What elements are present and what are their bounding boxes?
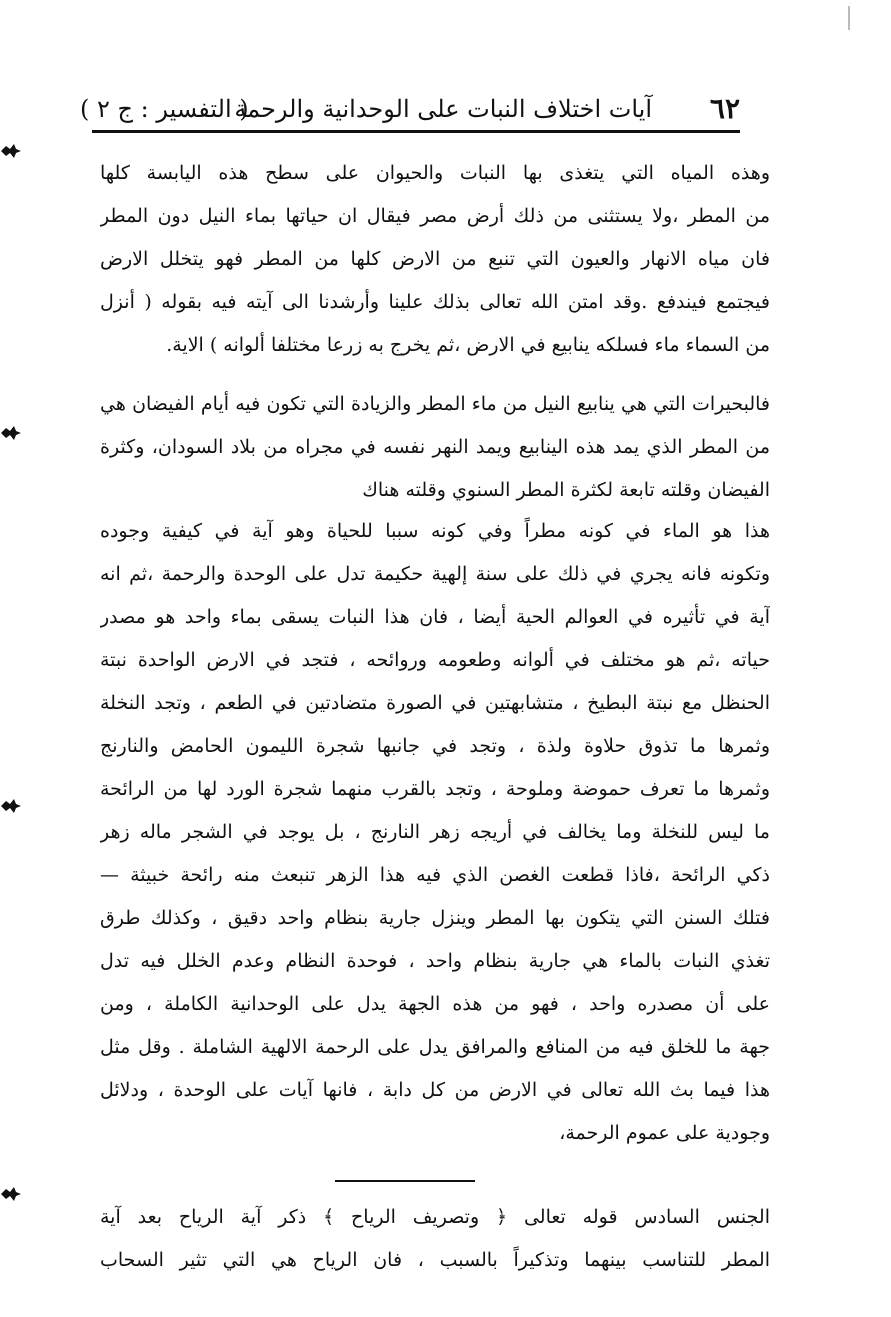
text-line: الجنس السادس قوله تعالى ﴿ وتصريف الرياح ﴾ ذكر آية الرياح بعد آية: [100, 1206, 770, 1228]
text-line: وجودية على عموم الرحمة،: [559, 1122, 770, 1144]
text-line: الحنظل مع نبتة البطيخ ، متشابهتين في الصورة متضادتين في الطعم ، وتجد النخلة: [100, 692, 770, 714]
text-line: وثمرها ما تذوق حلاوة ولذة ، وتجد في جانبها شجرة الليمون الحامض والنارنج: [100, 735, 770, 757]
text-line: ذكي الرائحة ،فاذا قطعت الغصن الذي فيه هذا الزهر تنبعث منه رائحة خبيثة —: [100, 864, 770, 886]
text-line: هذا فيما بث الله تعالى في الارض من كل دابة ، فانها آيات على الوحدة ، ودلائل: [100, 1079, 770, 1101]
binding-mark-icon: [0, 142, 22, 160]
text-line: ما ليس للنخلة وما يخالف في أريجه زهر النارنج ، بل يوجد في الشجر ماله زهر: [100, 821, 770, 843]
text-line: المطر للتناسب بينهما وتذكيراً بالسبب ، فان الرياح هي التي تثير السحاب: [100, 1249, 770, 1271]
binding-mark-icon: [0, 424, 22, 442]
binding-mark-icon: [0, 797, 22, 815]
paragraph: [100, 383, 770, 512]
text-line: من المطر الذي يمد هذه الينابيع ويمد النهر نفسه في مجراه من بلاد السودان، وكثرة: [100, 436, 770, 458]
page-number: ٦٢: [709, 92, 740, 125]
separator-rule: [335, 1180, 475, 1182]
text-line: جهة ما للخلق فيه من المنافع والمرافق يدل على الرحمة الالهية الشاملة . وقل مثل: [100, 1036, 770, 1058]
page-header: [80, 86, 740, 132]
paragraph: [100, 1196, 770, 1282]
text-line: فتلك السنن التي يتكون بها المطر وينزل جارية بنظام واحد دقيق ، وكذلك طرق: [100, 907, 770, 929]
text-line: من المطر ،ولا يستثنى من ذلك أرض مصر فيقال ان حياتها بماء النيل دون المطر: [100, 205, 770, 227]
text-line: تغذي النبات بالماء هي جارية بنظام واحد ، فوحدة النظام وعدم الخلل فيه تدل: [100, 950, 770, 972]
header-rule: [92, 130, 740, 133]
section-title: ( التفسير : ج ٢ ): [80, 95, 249, 123]
text-line: فيجتمع فيندفع .وقد امتن الله تعالى بذلك علينا وأرشدنا الى آيته فيه بقوله ( أنزل: [100, 291, 770, 313]
text-line: وثمرها ما تعرف حموضة وملوحة ، وتجد بالقرب منهما شجرة الورد لها من الرائحة: [100, 778, 770, 800]
paragraph: [100, 152, 770, 367]
text-line: آية في تأثيره في العوالم الحية أيضا ، فان هذا النبات يسقى بماء واحد هو مصدر: [100, 606, 770, 628]
text-line: وتكونه فانه يجري في ذلك على سنة إلهية حكيمة تدل على الوحدة والرحمة ،ثم انه: [100, 563, 770, 585]
text-line: فالبحيرات التي هي ينابيع النيل من ماء المطر والزيادة التي تكون فيه أيام الفيضان هي: [100, 393, 770, 415]
text-line: وهذه المياه التي يتغذى بها النبات والحيوان على سطح هذه اليابسة كلها: [100, 162, 770, 184]
running-title: آيات اختلاف النبات على الوحدانية والرحمة: [234, 95, 652, 123]
text-line: الفيضان وقلته تابعة لكثرة المطر السنوي وقلته هناك: [362, 479, 770, 501]
scan-mark: [848, 6, 850, 30]
text-line: على أن مصدره واحد ، فهو من هذه الجهة يدل على الوحدانية الكاملة ، ومن: [100, 993, 770, 1015]
text-line: هذا هو الماء في كونه مطراً وفي كونه سببا للحياة وهو آية في كيفية وجوده: [100, 520, 770, 542]
text-line: من السماء ماء فسلكه ينابيع في الارض ،ثم يخرج به زرعا مختلفا ألوانه ) الاية.: [166, 334, 770, 356]
paragraph: [100, 510, 770, 1155]
binding-mark-icon: [0, 1185, 22, 1203]
text-line: فان مياه الانهار والعيون التي تنبع من الارض كلها من المطر فهو يتخلل الارض: [100, 248, 770, 270]
text-line: حياته ،ثم هو مختلف في ألوانه وطعومه وروائحه ، فتجد في الارض الواحدة نبتة: [100, 649, 770, 671]
